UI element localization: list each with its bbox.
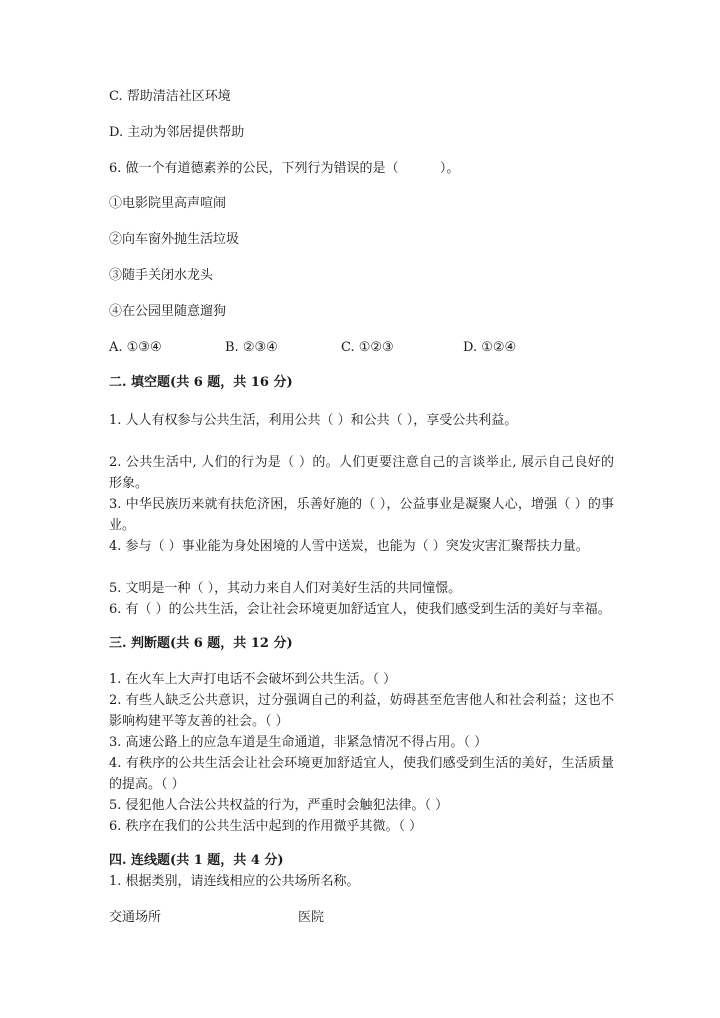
match-left-item: 交通场所 xyxy=(109,910,162,925)
q6-option-a: A. ①③④ xyxy=(109,340,162,355)
fill-question-3: 3. 中华民族历来就有扶危济困，乐善好施的（ ），公益事业是凝聚人心，增强（ ）的事业。 xyxy=(109,497,614,533)
q6-item-1: ①电影院里高声喧闹 xyxy=(109,196,227,211)
section2-heading: 二. 填空题(共 6 题，共 16 分) xyxy=(109,375,293,390)
section4-heading: 四. 连线题(共 1 题，共 4 分) xyxy=(109,853,284,868)
judge-question-1: 1. 在火车上大声打电话不会破坏到公共生活。（ ） xyxy=(109,672,397,687)
q6-item-4: ④在公园里随意遛狗 xyxy=(109,304,227,319)
q6-option-b: B. ②③④ xyxy=(225,340,278,355)
q6-item-3: ③随手关闭水龙头 xyxy=(109,268,214,283)
fill-question-4: 4. 参与（ ）事业能为身处困境的人雪中送炭，也能为（ ）突发灾害汇聚帮扶力量。 xyxy=(109,539,589,554)
q5-option-c: C. 帮助清洁社区环境 xyxy=(109,89,231,104)
q6-option-c: C. ①②③ xyxy=(341,340,394,355)
fill-question-2: 2. 公共生活中, 人们的行为是（ ）的。人们更要注意自己的言谈举止, 展示自己良好的形象。 xyxy=(109,455,614,491)
q6-stem: 6. 做一个有道德素养的公民，下列行为错误的是（ ）。 xyxy=(109,161,460,176)
section3-heading: 三. 判断题(共 6 题，共 12 分) xyxy=(109,636,293,651)
fill-question-1: 1. 人人有权参与公共生活，利用公共（ ）和公共（ ），享受公共利益。 xyxy=(109,413,518,428)
judge-question-2: 2. 有些人缺乏公共意识，过分强调自己的利益，妨碍甚至危害他人和社会利益；这也不影响构建平等友善的社会。（ ） xyxy=(109,693,614,729)
fill-question-5: 5. 文明是一种（ ），其动力来自人们对美好生活的共同憧憬。 xyxy=(109,581,462,596)
match-question-1: 1. 根据类别，请连线相应的公共场所名称。 xyxy=(109,874,360,889)
q5-option-d: D. 主动为邻居提供帮助 xyxy=(109,125,245,140)
judge-question-5: 5. 侵犯他人合法公共权益的行为，严重时会触犯法律。（ ） xyxy=(109,798,449,813)
judge-question-4: 4. 有秩序的公共生活会让社会环境更加舒适宜人，使我们感受到生活的美好，生活质量的提高。（ ） xyxy=(109,756,614,792)
judge-question-6: 6. 秩序在我们的公共生活中起到的作用微乎其微。（ ） xyxy=(109,819,423,834)
fill-question-6: 6. 有（ ）的公共生活，会让社会环境更加舒适宜人，使我们感受到生活的美好与幸福。 xyxy=(109,602,611,617)
judge-question-3: 3. 高速公路上的应急车道是生命通道，非紧急情况不得占用。（ ） xyxy=(109,735,488,750)
q6-item-2: ②向车窗外抛生活垃圾 xyxy=(109,232,240,247)
q6-option-d: D. ①②④ xyxy=(463,340,517,355)
match-right-item: 医院 xyxy=(298,910,325,925)
